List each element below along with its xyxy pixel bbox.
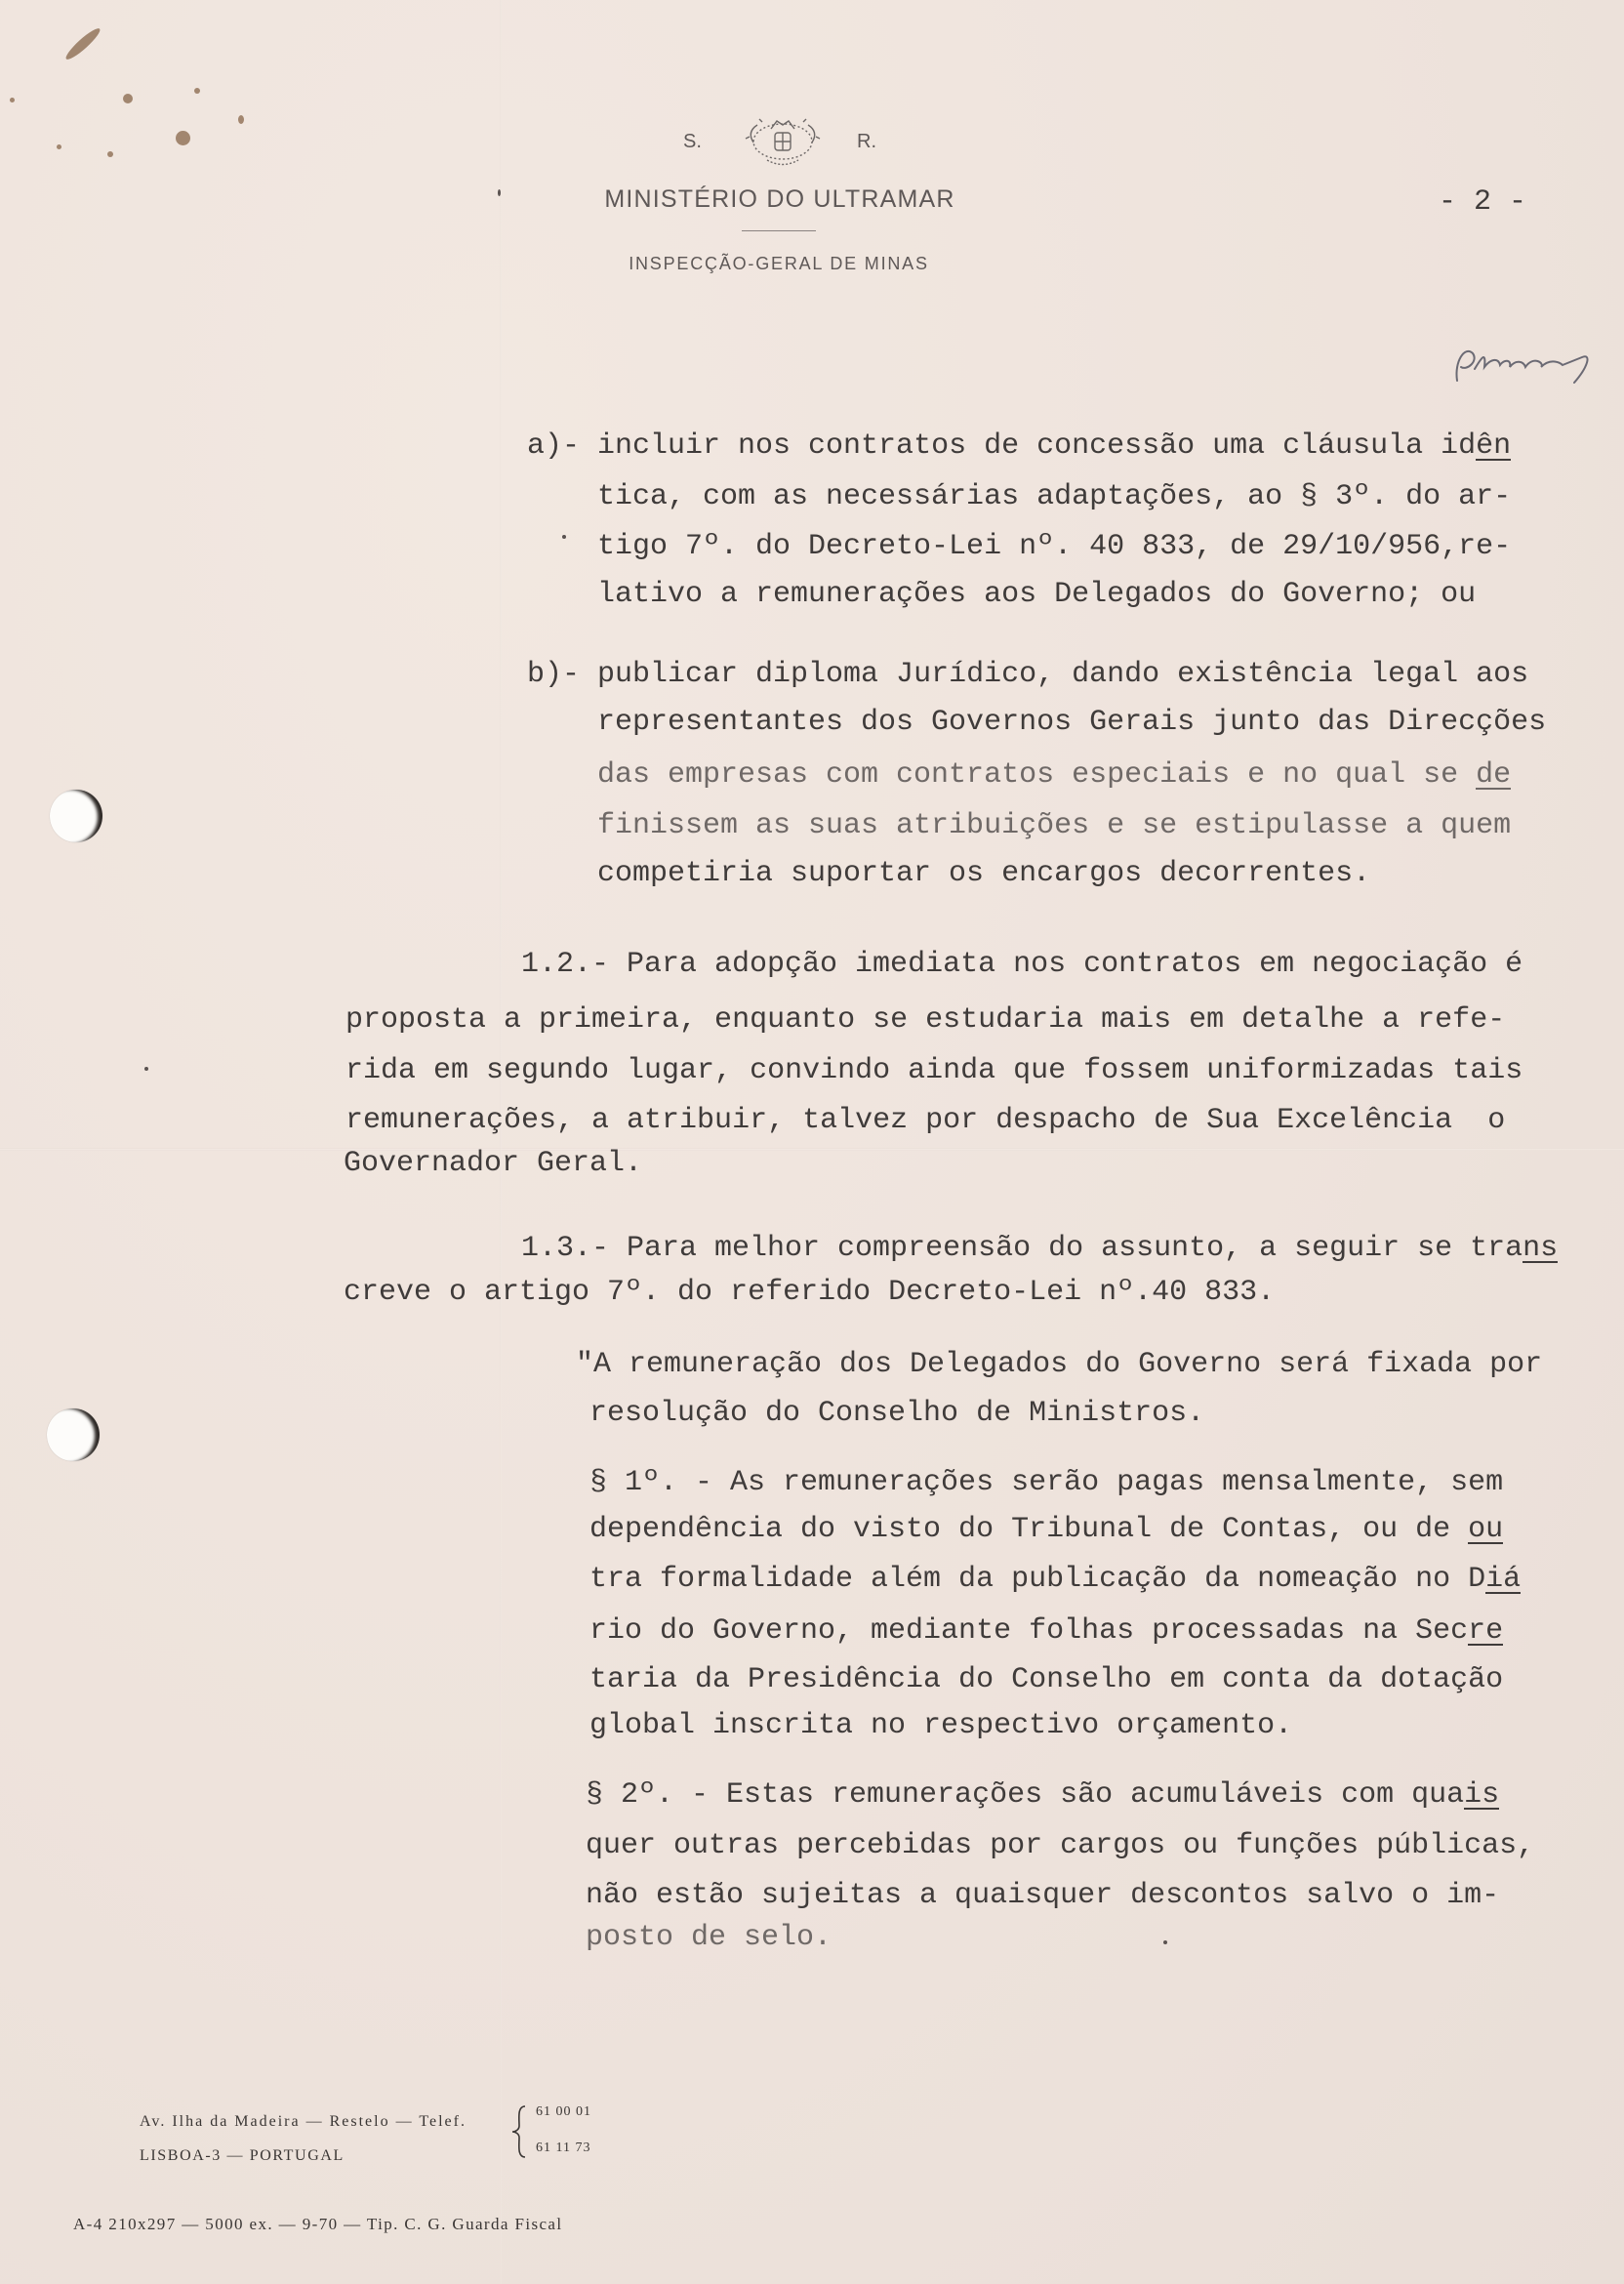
stain (63, 25, 103, 62)
quote-paragraph-2-line-2: quer outras percebidas por cargos ou funções públicas, (586, 1829, 1535, 1862)
stain (176, 131, 190, 145)
section-1-3-line-1: 1.3.- Para melhor compreensão do assunto, a seguir se trans (521, 1232, 1559, 1265)
item-b-line-5: competiria suportar os encargos decorrentes. (597, 857, 1371, 890)
item-b-line-1: b)- publicar diploma Jurídico, dando existência legal aos (527, 658, 1529, 691)
seal-letter-s: S. (683, 131, 702, 152)
quote-paragraph-2-line-4: posto de selo. (586, 1921, 832, 1954)
section-1-2-line-1: 1.2.- Para adopção imediata nos contratos em negociação é (521, 948, 1523, 981)
horizontal-fold (0, 1148, 1624, 1151)
item-b-line-3: das empresas com contratos especiais e no qual se de (597, 758, 1512, 792)
stain (123, 94, 133, 103)
coat-of-arms-icon (736, 109, 831, 172)
handwritten-initials (1449, 338, 1596, 392)
quote-paragraph-2-line-1: § 2º. - Estas remunerações são acumuláveis com quais (586, 1778, 1500, 1812)
stain (194, 88, 200, 94)
quote-intro-line-1: "A remuneração dos Delegados do Governo será fixada por (576, 1348, 1543, 1381)
brace-icon (509, 2104, 529, 2159)
stain (107, 151, 113, 157)
footer-address: Av. Ilha da Madeira — Restelo — Telef. (140, 2113, 467, 2130)
quote-paragraph-2-line-3: não estão sujeitas a quaisquer descontos salvo o im- (586, 1879, 1500, 1912)
section-1-2-line-4: remunerações, a atribuir, talvez por despacho de Sua Excelência o (345, 1104, 1506, 1137)
quote-paragraph-1-line-4: rio do Governo, mediante folhas processadas na Secre (589, 1614, 1504, 1648)
quote-intro-line-2: resolução do Conselho de Ministros. (589, 1397, 1205, 1430)
stain (57, 144, 61, 149)
ink-speck (562, 535, 566, 539)
department-title: INSPECÇÃO-GERAL DE MINAS (629, 254, 929, 273)
vertical-crease (500, 0, 502, 2284)
footer-print-info: A-4 210x297 — 5000 ex. — 9-70 — Tip. C. G. Guarda Fiscal (73, 2215, 563, 2233)
ink-speck (144, 1067, 148, 1071)
footer-city: LISBOA-3 — PORTUGAL (140, 2147, 345, 2164)
section-1-2-line-3: rida em segundo lugar, convindo ainda que fossem uniformizadas tais (345, 1054, 1523, 1087)
page-number: - 2 - (1439, 185, 1527, 219)
quote-paragraph-1-line-5: taria da Presidência do Conselho em conta da dotação (589, 1663, 1504, 1696)
stain (238, 115, 244, 124)
footer-phone-1: 61 00 01 (536, 2104, 591, 2119)
ink-speck (1163, 1940, 1167, 1944)
seal-letter-r: R. (857, 131, 876, 152)
ministry-title: MINISTÉRIO DO ULTRAMAR (604, 185, 955, 213)
footer-phone-2: 61 11 73 (536, 2141, 591, 2155)
item-a-line-2: tica, com as necessárias adaptações, ao § 3º. do ar- (597, 480, 1512, 513)
quote-paragraph-1-line-2: dependência do visto do Tribunal de Contas, ou de ou (589, 1513, 1504, 1546)
item-b-line-2: representantes dos Governos Gerais junto das Direcções (597, 706, 1547, 739)
section-1-2-line-5: Governador Geral. (344, 1147, 643, 1180)
quote-paragraph-1-line-1: § 1º. - As remunerações serão pagas mensalmente, sem (589, 1466, 1504, 1499)
quote-paragraph-1-line-6: global inscrita no respectivo orçamento. (589, 1709, 1293, 1742)
punch-hole (50, 790, 102, 842)
section-1-2-line-2: proposta a primeira, enquanto se estudaria mais em detalhe a refe- (345, 1003, 1506, 1037)
item-a-line-3: tigo 7º. do Decreto-Lei nº. 40 833, de 29/10/956,re- (597, 530, 1512, 563)
item-a-line-1: a)- incluir nos contratos de concessão uma cláusula idên (527, 429, 1512, 463)
item-a-line-4: lativo a remunerações aos Delegados do Governo; ou (597, 578, 1477, 611)
quote-paragraph-1-line-3: tra formalidade além da publicação da nomeação no Diá (589, 1563, 1522, 1596)
item-b-line-4: finissem as suas atribuições e se estipulasse a quem (597, 809, 1512, 842)
punch-hole (47, 1408, 100, 1461)
title-divider (742, 230, 816, 231)
stain (10, 98, 15, 102)
section-1-3-line-2: creve o artigo 7º. do referido Decreto-Lei nº.40 833. (344, 1276, 1276, 1309)
